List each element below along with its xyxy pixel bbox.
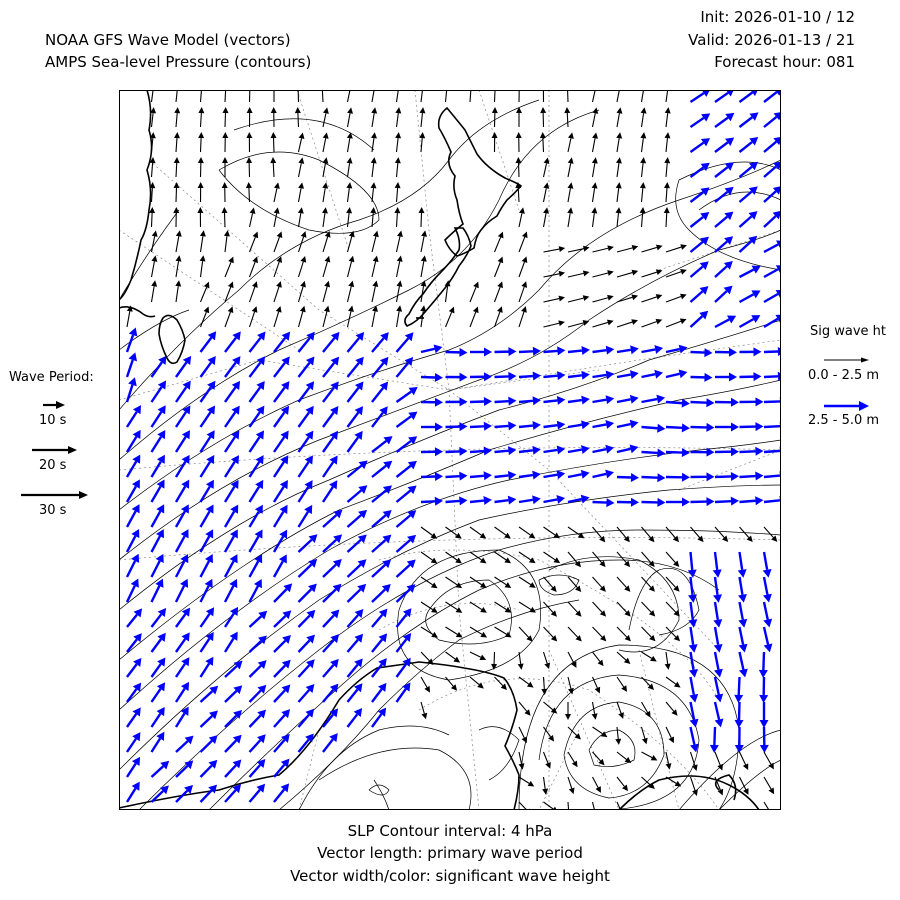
period-label-30s: 30 s	[39, 503, 67, 518]
height-arrow-low	[824, 358, 869, 363]
period-arrow-20s	[32, 446, 77, 454]
wave-vector-head	[492, 82, 498, 88]
wave-vector-head	[769, 812, 775, 819]
forecast-hour: Forecast hour: 081	[714, 53, 855, 71]
wave-vector-head	[319, 82, 325, 88]
vector-length-note: Vector length: primary wave period	[317, 844, 583, 862]
wave-vector-head	[420, 82, 426, 88]
period-label-20s: 20 s	[39, 458, 67, 473]
wave-vector-head	[641, 82, 647, 88]
wave-vector-head	[295, 82, 301, 88]
wave-vector-head	[223, 82, 229, 88]
contour-interval-note: SLP Contour interval: 4 hPa	[347, 822, 553, 840]
period-label-10s: 10 s	[39, 413, 67, 428]
wave-vector-head	[347, 82, 353, 88]
wave-vector-head	[199, 82, 205, 88]
height-arrow-high	[824, 401, 869, 411]
wave-vector-head	[396, 82, 402, 88]
title-wave-model: NOAA GFS Wave Model (vectors)	[45, 31, 291, 49]
period-arrow-30s	[21, 491, 88, 499]
wave-vector-head	[247, 82, 253, 88]
height-label-low: 0.0 - 2.5 m	[808, 368, 880, 383]
wave-vector-head	[592, 813, 598, 820]
wave-vector-head	[150, 82, 156, 88]
wave-vector-head	[174, 82, 180, 88]
wave-vector-head	[780, 397, 788, 406]
height-legend-title: Sig wave ht	[810, 324, 887, 339]
wave-vector-head	[565, 82, 571, 88]
wave-vector-head	[371, 82, 377, 88]
height-label-high: 2.5 - 5.0 m	[808, 413, 880, 428]
wave-vector-head	[444, 82, 450, 88]
wave-vector-head	[665, 82, 671, 88]
wave-vector-head	[468, 82, 474, 88]
height-legend-arrows	[810, 350, 900, 420]
wave-vector-head	[540, 82, 546, 88]
wave-vector-head	[516, 82, 522, 88]
wave-vector-head	[619, 812, 624, 819]
vector-width-note: Vector width/color: significant wave height	[290, 867, 610, 885]
title-slp: AMPS Sea-level Pressure (contours)	[45, 53, 312, 71]
wave-vector-head	[271, 82, 277, 88]
wave-vector-head	[617, 82, 623, 88]
valid-time: Valid: 2026-01-13 / 21	[688, 31, 855, 49]
map-frame	[119, 90, 781, 810]
init-time: Init: 2026-01-10 / 12	[700, 8, 855, 26]
wave-vector-head	[593, 82, 599, 89]
period-legend-title: Wave Period:	[9, 370, 94, 385]
period-arrow-10s	[43, 401, 65, 409]
